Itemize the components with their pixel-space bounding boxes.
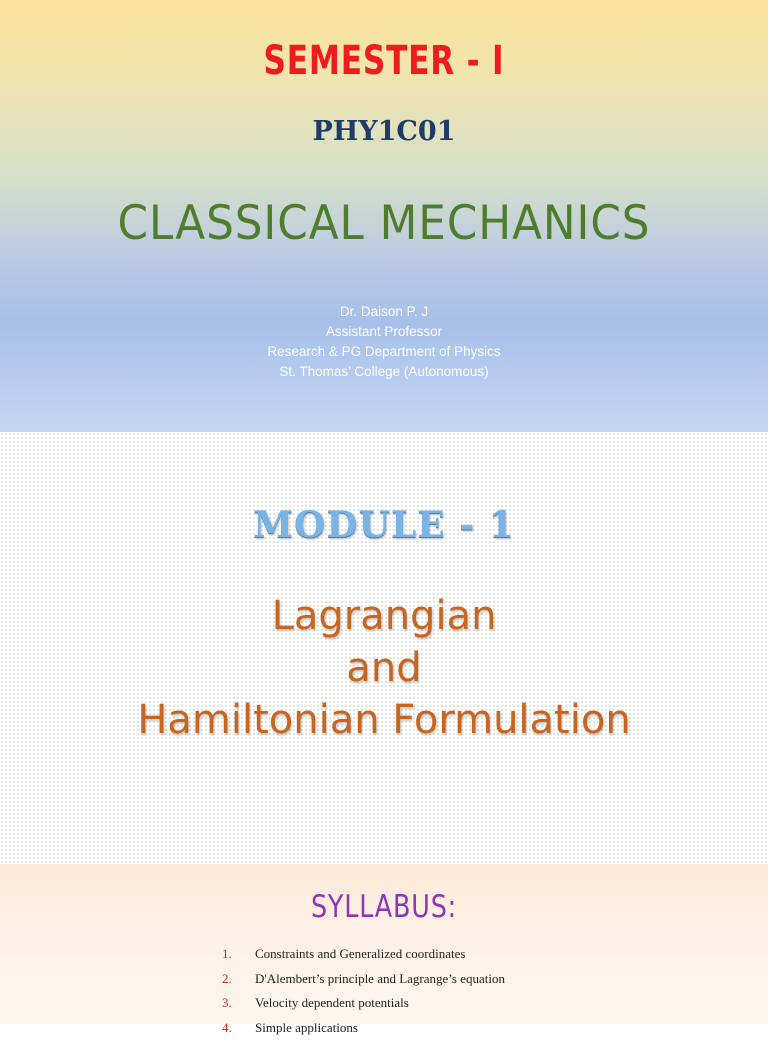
list-item-number: 1. xyxy=(222,942,255,967)
list-item-number: 2. xyxy=(222,967,255,992)
author-designation: Assistant Professor xyxy=(0,322,768,342)
author-college: St. Thomas’ College (Autonomous) xyxy=(0,362,768,382)
topic-line-1: Lagrangian xyxy=(0,590,768,642)
list-item-text: Velocity dependent potentials xyxy=(255,995,409,1010)
syllabus-heading: SYLLABUS: xyxy=(69,889,699,925)
list-item xyxy=(222,991,505,1016)
semester-heading: SEMESTER - I xyxy=(84,38,683,84)
module-label: MODULE - 1 xyxy=(253,504,515,546)
list-item xyxy=(222,942,505,967)
course-title: CLASSICAL MECHANICS xyxy=(27,196,741,251)
author-name: Dr. Daison P. J xyxy=(0,302,768,322)
list-item-text: D'Alembert’s principle and Lagrange’s equation xyxy=(255,971,505,986)
module-topic xyxy=(0,590,768,746)
list-item-text: Simple applications xyxy=(255,1020,358,1035)
list-item-number: 3. xyxy=(222,991,255,1016)
syllabus-list xyxy=(222,942,505,1040)
topic-line-2: and xyxy=(0,642,768,694)
list-item xyxy=(222,967,505,992)
course-code: PHY1C01 xyxy=(0,116,768,147)
list-item xyxy=(222,1016,505,1040)
author-block xyxy=(0,302,768,382)
author-department: Research & PG Department of Physics xyxy=(0,342,768,362)
list-item-number: 4. xyxy=(222,1016,255,1040)
list-item-text: Constraints and Generalized coordinates xyxy=(255,946,465,961)
topic-line-3: Hamiltonian Formulation xyxy=(0,694,768,746)
module-heading xyxy=(0,504,768,546)
